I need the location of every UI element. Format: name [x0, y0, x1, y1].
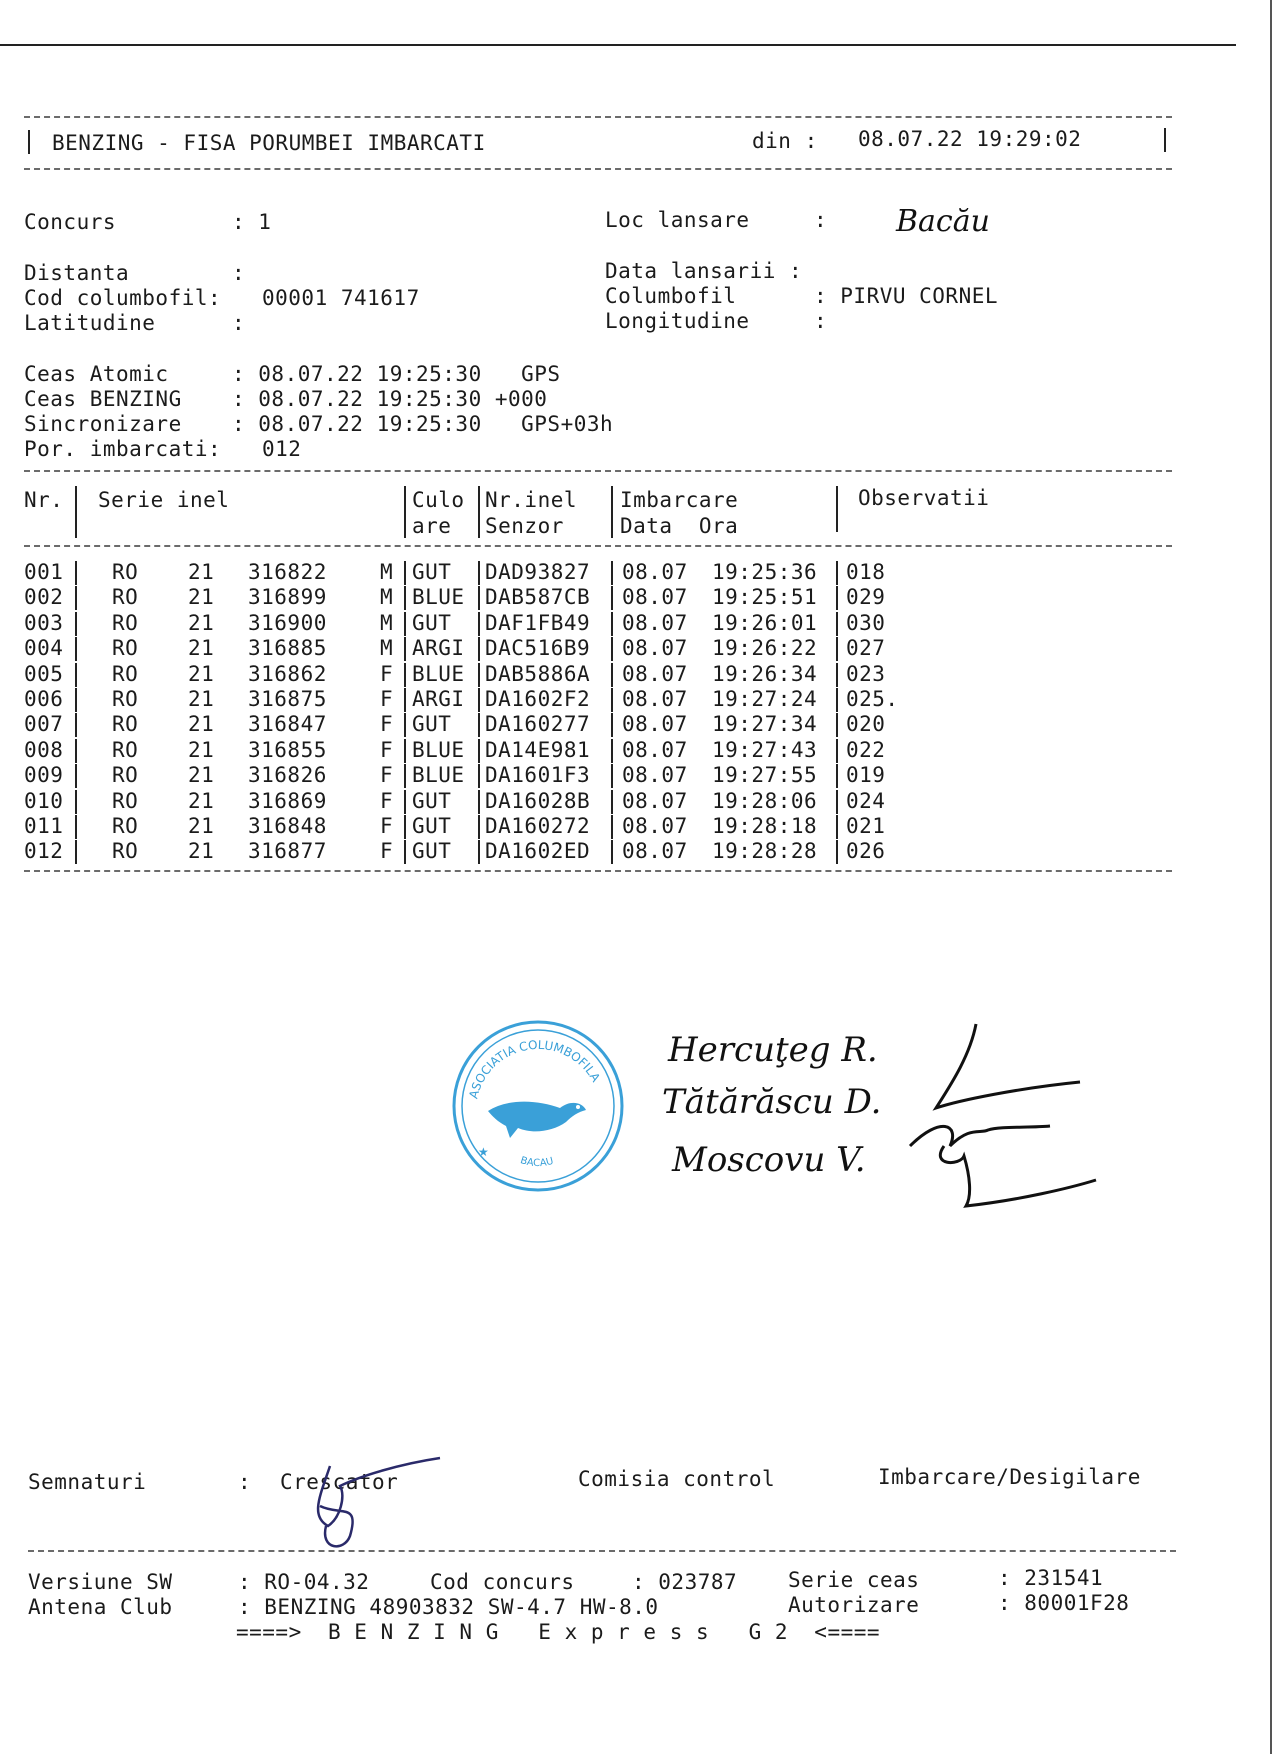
row-column-separator	[75, 637, 77, 661]
row-column-separator	[75, 612, 77, 636]
row-column-separator	[75, 739, 77, 763]
cell-obs: 029	[846, 585, 886, 610]
row-column-separator	[404, 612, 406, 636]
table-top-dash	[24, 470, 1172, 472]
cell-senzor: DA160277	[485, 712, 591, 737]
cell-sex: M	[380, 560, 394, 584]
cell-senzor: DAF1FB49	[485, 610, 591, 635]
row-column-separator	[611, 764, 613, 788]
cell-inel: 316822	[248, 560, 327, 584]
cell-culoare: ARGI	[412, 636, 465, 661]
row-column-separator	[75, 815, 77, 839]
row-column-separator	[478, 663, 480, 687]
cell-an: 21	[188, 585, 215, 610]
stamp-bottom-text: BACAU	[518, 1155, 555, 1170]
cell-inel: 316875	[248, 687, 327, 711]
row-column-separator	[404, 739, 406, 763]
cell-senzor: DA1602F2	[485, 687, 591, 711]
row-column-separator	[611, 739, 613, 763]
cell-an: 21	[188, 610, 215, 635]
row-column-separator	[611, 612, 613, 636]
cell-tara: RO	[112, 636, 139, 661]
cell-ora: 19:27:24	[712, 687, 818, 711]
row-column-separator	[75, 764, 77, 788]
col-sep-senzor	[611, 486, 613, 538]
longitudine-label: Longitudine	[605, 309, 750, 333]
loc-lansare-label: Loc lansare	[605, 208, 750, 232]
footer-dash	[28, 1550, 1176, 1552]
cell-sex: F	[380, 661, 394, 686]
crescator-signature	[300, 1456, 450, 1556]
autorizare-label: Autorizare	[788, 1593, 920, 1617]
svg-text:★: ★	[478, 1145, 489, 1159]
association-stamp	[448, 1016, 628, 1196]
cell-an: 21	[188, 839, 215, 864]
cell-data: 08.07	[622, 687, 688, 711]
cell-inel: 316848	[248, 814, 327, 838]
ceas-benzing-value: : 08.07.22 19:25:30 +000	[232, 387, 548, 411]
ceas-benzing-label: Ceas BENZING	[24, 387, 182, 411]
columbofil-label: Columbofil	[605, 284, 737, 308]
cell-tara: RO	[112, 560, 139, 584]
cell-obs: 021	[846, 814, 886, 838]
row-column-separator	[611, 840, 613, 864]
cell-an: 21	[188, 814, 215, 838]
loc-lansare-colon: :	[814, 208, 828, 232]
row-column-separator	[611, 663, 613, 687]
row-column-separator	[75, 663, 77, 687]
sincronizare-value: : 08.07.22 19:25:30 GPS+03h	[232, 412, 614, 436]
cell-ora: 19:26:01	[712, 610, 818, 635]
row-column-separator	[478, 840, 480, 864]
cell-culoare: GUT	[412, 788, 452, 813]
cell-sex: F	[380, 839, 394, 864]
row-column-separator	[836, 790, 838, 814]
cell-an: 21	[188, 661, 215, 686]
row-column-separator	[404, 663, 406, 687]
cell-senzor: DAD93827	[485, 560, 591, 584]
row-column-separator	[836, 840, 838, 864]
row-column-separator	[75, 561, 77, 585]
col-header-are: are	[412, 514, 452, 538]
cell-ora: 19:27:55	[712, 763, 818, 788]
row-column-separator	[478, 561, 480, 585]
antena-club-value: : BENZING 48903832 SW-4.7 HW-8.0	[238, 1595, 659, 1619]
concurs-value: : 1	[232, 210, 272, 234]
signature-name-3: Moscovu V.	[672, 1140, 866, 1180]
row-column-separator	[478, 637, 480, 661]
benzing-express-line: ====> B E N Z I N G E x p r e s s G 2 <====	[236, 1620, 881, 1644]
cell-nr: 004	[24, 636, 64, 661]
row-column-separator	[404, 586, 406, 610]
cell-nr: 010	[24, 788, 64, 813]
header-bottom-dash	[24, 168, 1172, 170]
cell-culoare: BLUE	[412, 737, 465, 762]
cell-nr: 003	[24, 610, 64, 635]
cell-senzor: DAB5886A	[485, 661, 591, 686]
cell-culoare: BLUE	[412, 661, 465, 686]
row-column-separator	[478, 713, 480, 737]
cell-obs: 027	[846, 636, 886, 661]
row-column-separator	[404, 764, 406, 788]
row-column-separator	[611, 815, 613, 839]
cell-senzor: DA14E981	[485, 737, 591, 762]
cell-data: 08.07	[622, 610, 688, 635]
cell-tara: RO	[112, 610, 139, 635]
ceas-atomic-value: : 08.07.22 19:25:30 GPS	[232, 362, 561, 386]
cell-obs: 030	[846, 610, 886, 635]
cell-inel: 316862	[248, 661, 327, 686]
comisia-control-label: Comisia control	[578, 1467, 776, 1491]
cell-culoare: GUT	[412, 712, 452, 737]
cell-data: 08.07	[622, 839, 688, 864]
cell-data: 08.07	[622, 585, 688, 610]
cell-tara: RO	[112, 763, 139, 788]
cell-sex: F	[380, 737, 394, 762]
row-column-separator	[836, 663, 838, 687]
row-column-separator	[404, 815, 406, 839]
cell-tara: RO	[112, 788, 139, 813]
row-column-separator	[478, 688, 480, 712]
signature-name-1: Hercuţeg R.	[668, 1030, 878, 1070]
cell-an: 21	[188, 712, 215, 737]
col-header-serie-inel: Serie inel	[98, 488, 230, 512]
cell-ora: 19:26:22	[712, 636, 818, 661]
din-datetime: 08.07.22 19:29:02	[858, 127, 1082, 151]
row-column-separator	[611, 713, 613, 737]
cell-an: 21	[188, 737, 215, 762]
row-column-separator	[404, 637, 406, 661]
cell-ora: 19:28:06	[712, 788, 818, 813]
cell-inel: 316826	[248, 763, 327, 788]
row-column-separator	[75, 790, 77, 814]
row-column-separator	[75, 688, 77, 712]
cell-tara: RO	[112, 661, 139, 686]
latitudine-label: Latitudine	[24, 311, 156, 335]
cell-culoare: ARGI	[412, 687, 465, 711]
col-header-nr: Nr.	[24, 488, 64, 512]
cell-data: 08.07	[622, 636, 688, 661]
cell-ora: 19:28:18	[712, 814, 818, 838]
table-header-dash	[24, 545, 1172, 547]
cod-columbofil-label: Cod columbofil:	[24, 286, 222, 310]
col-sep-culoare	[478, 486, 480, 538]
cell-obs: 023	[846, 661, 886, 686]
ceas-atomic-label: Ceas Atomic	[24, 362, 169, 386]
row-column-separator	[75, 840, 77, 864]
right-page-edge	[1270, 0, 1272, 1754]
cell-obs: 024	[846, 788, 886, 813]
serie-ceas-label: Serie ceas	[788, 1568, 920, 1592]
row-column-separator	[611, 688, 613, 712]
col-sep-nr	[75, 486, 77, 538]
col-header-culo: Culo	[412, 488, 465, 512]
col-sep-imbarcare	[836, 486, 838, 532]
cell-tara: RO	[112, 585, 139, 610]
col-header-observatii: Observatii	[858, 486, 990, 510]
row-column-separator	[478, 815, 480, 839]
cell-tara: RO	[112, 839, 139, 864]
cell-inel: 316900	[248, 610, 327, 635]
cell-sex: F	[380, 687, 394, 711]
row-column-separator	[404, 790, 406, 814]
cell-culoare: GUT	[412, 814, 452, 838]
row-column-separator	[611, 790, 613, 814]
autorizare-value: : 80001F28	[998, 1591, 1130, 1615]
cell-data: 08.07	[622, 560, 688, 584]
por-imbarcati-label: Por. imbarcati:	[24, 437, 222, 461]
cell-culoare: GUT	[412, 610, 452, 635]
cell-nr: 012	[24, 839, 64, 864]
cell-nr: 011	[24, 814, 64, 838]
row-column-separator	[836, 815, 838, 839]
row-column-separator	[404, 713, 406, 737]
cell-data: 08.07	[622, 661, 688, 686]
cell-data: 08.07	[622, 763, 688, 788]
distanta-colon: :	[232, 261, 246, 285]
cell-ora: 19:26:34	[712, 661, 818, 686]
cell-senzor: DA1601F3	[485, 763, 591, 788]
row-column-separator	[404, 688, 406, 712]
loc-lansare-handwritten: Bacău	[896, 204, 990, 239]
serie-ceas-value: : 231541	[998, 1566, 1104, 1590]
cell-culoare: GUT	[412, 839, 452, 864]
cell-tara: RO	[112, 687, 139, 711]
cell-obs: 018	[846, 560, 886, 584]
cell-senzor: DA160272	[485, 814, 591, 838]
cell-sex: F	[380, 814, 394, 838]
row-column-separator	[75, 713, 77, 737]
row-column-separator	[478, 612, 480, 636]
row-column-separator	[836, 764, 838, 788]
cell-senzor: DA16028B	[485, 788, 591, 813]
cell-senzor: DAB587CB	[485, 585, 591, 610]
cell-inel: 316855	[248, 737, 327, 762]
cod-columbofil-value: 00001 741617	[262, 286, 420, 310]
row-column-separator	[478, 586, 480, 610]
row-column-separator	[836, 739, 838, 763]
signature-name-2: Tătărăscu D.	[662, 1082, 882, 1122]
cell-tara: RO	[112, 737, 139, 762]
row-column-separator	[836, 688, 838, 712]
cell-obs: 019	[846, 763, 886, 788]
cell-an: 21	[188, 788, 215, 813]
antena-club-label: Antena Club	[28, 1595, 173, 1619]
col-header-nr-inel: Nr.inel	[485, 488, 578, 512]
committee-signature	[880, 1016, 1110, 1216]
cell-ora: 19:25:36	[712, 560, 818, 584]
cell-senzor: DAC516B9	[485, 636, 591, 661]
cell-ora: 19:27:43	[712, 737, 818, 762]
latitudine-colon: :	[232, 311, 246, 335]
pigeon-icon	[488, 1102, 586, 1138]
table-bottom-dash	[24, 870, 1172, 872]
col-header-imbarcare: Imbarcare	[620, 488, 739, 512]
cell-inel: 316899	[248, 585, 327, 610]
cod-concurs-label: Cod concurs	[430, 1570, 575, 1594]
cell-tara: RO	[112, 814, 139, 838]
cell-data: 08.07	[622, 814, 688, 838]
din-label: din :	[752, 129, 818, 153]
cell-obs: 025.	[846, 687, 899, 711]
header-right-bar	[1164, 128, 1166, 152]
row-column-separator	[836, 561, 838, 585]
cell-an: 21	[188, 636, 215, 661]
imbarcare-desigilare-label: Imbarcare/Desigilare	[878, 1465, 1141, 1489]
cell-nr: 006	[24, 687, 64, 711]
cell-ora: 19:25:51	[712, 585, 818, 610]
row-column-separator	[836, 612, 838, 636]
row-column-separator	[404, 840, 406, 864]
col-sep-serie	[404, 486, 406, 538]
col-header-data-ora: Data Ora	[620, 514, 739, 538]
data-lansarii-label: Data lansarii :	[605, 259, 803, 283]
cell-nr: 002	[24, 585, 64, 610]
cell-inel: 316869	[248, 788, 327, 813]
cell-data: 08.07	[622, 737, 688, 762]
semnaturi-label: Semnaturi	[28, 1470, 147, 1494]
top-border-line	[0, 44, 1236, 46]
row-column-separator	[611, 586, 613, 610]
cell-culoare: BLUE	[412, 763, 465, 788]
cell-inel: 316877	[248, 839, 327, 864]
row-column-separator	[836, 637, 838, 661]
versiune-sw-label: Versiune SW	[28, 1570, 173, 1594]
semnaturi-colon: :	[238, 1470, 252, 1494]
row-column-separator	[404, 561, 406, 585]
cell-an: 21	[188, 687, 215, 711]
cell-inel: 316847	[248, 712, 327, 737]
cell-tara: RO	[112, 712, 139, 737]
cell-obs: 020	[846, 712, 886, 737]
cell-an: 21	[188, 763, 215, 788]
columbofil-value: : PIRVU CORNEL	[814, 284, 999, 308]
cell-nr: 009	[24, 763, 64, 788]
row-column-separator	[836, 713, 838, 737]
cell-nr: 008	[24, 737, 64, 762]
header-left-bar	[28, 130, 30, 154]
cell-sex: F	[380, 788, 394, 813]
cell-ora: 19:28:28	[712, 839, 818, 864]
col-header-senzor: Senzor	[485, 514, 564, 538]
row-column-separator	[478, 790, 480, 814]
distanta-label: Distanta	[24, 261, 130, 285]
cell-nr: 001	[24, 560, 64, 584]
cell-data: 08.07	[622, 712, 688, 737]
cell-sex: F	[380, 763, 394, 788]
concurs-label: Concurs	[24, 210, 117, 234]
cell-an: 21	[188, 560, 215, 584]
cell-culoare: GUT	[412, 560, 452, 584]
document-title: BENZING - FISA PORUMBEI IMBARCATI	[52, 131, 486, 155]
cell-data: 08.07	[622, 788, 688, 813]
row-column-separator	[75, 586, 77, 610]
row-column-separator	[611, 637, 613, 661]
cell-culoare: BLUE	[412, 585, 465, 610]
row-column-separator	[478, 739, 480, 763]
cell-inel: 316885	[248, 636, 327, 661]
por-imbarcati-value: 012	[262, 437, 302, 461]
cell-nr: 005	[24, 661, 64, 686]
cell-sex: M	[380, 636, 394, 661]
cell-sex: M	[380, 585, 394, 610]
cod-concurs-value: : 023787	[632, 1570, 738, 1594]
stamp-text: ASOCIATIA COLUMBOFILA	[466, 1037, 603, 1101]
longitudine-colon: :	[814, 309, 828, 333]
cell-nr: 007	[24, 712, 64, 737]
cell-obs: 026	[846, 839, 886, 864]
sincronizare-label: Sincronizare	[24, 412, 182, 436]
cell-ora: 19:27:34	[712, 712, 818, 737]
row-column-separator	[611, 561, 613, 585]
crescator-label: Crescator	[280, 1470, 399, 1494]
cell-senzor: DA1602ED	[485, 839, 591, 864]
cell-sex: M	[380, 610, 394, 635]
cell-sex: F	[380, 712, 394, 737]
cell-obs: 022	[846, 737, 886, 762]
row-column-separator	[836, 586, 838, 610]
versiune-sw-value: : RO-04.32	[238, 1570, 370, 1594]
row-column-separator	[478, 764, 480, 788]
header-top-dash	[24, 116, 1172, 118]
